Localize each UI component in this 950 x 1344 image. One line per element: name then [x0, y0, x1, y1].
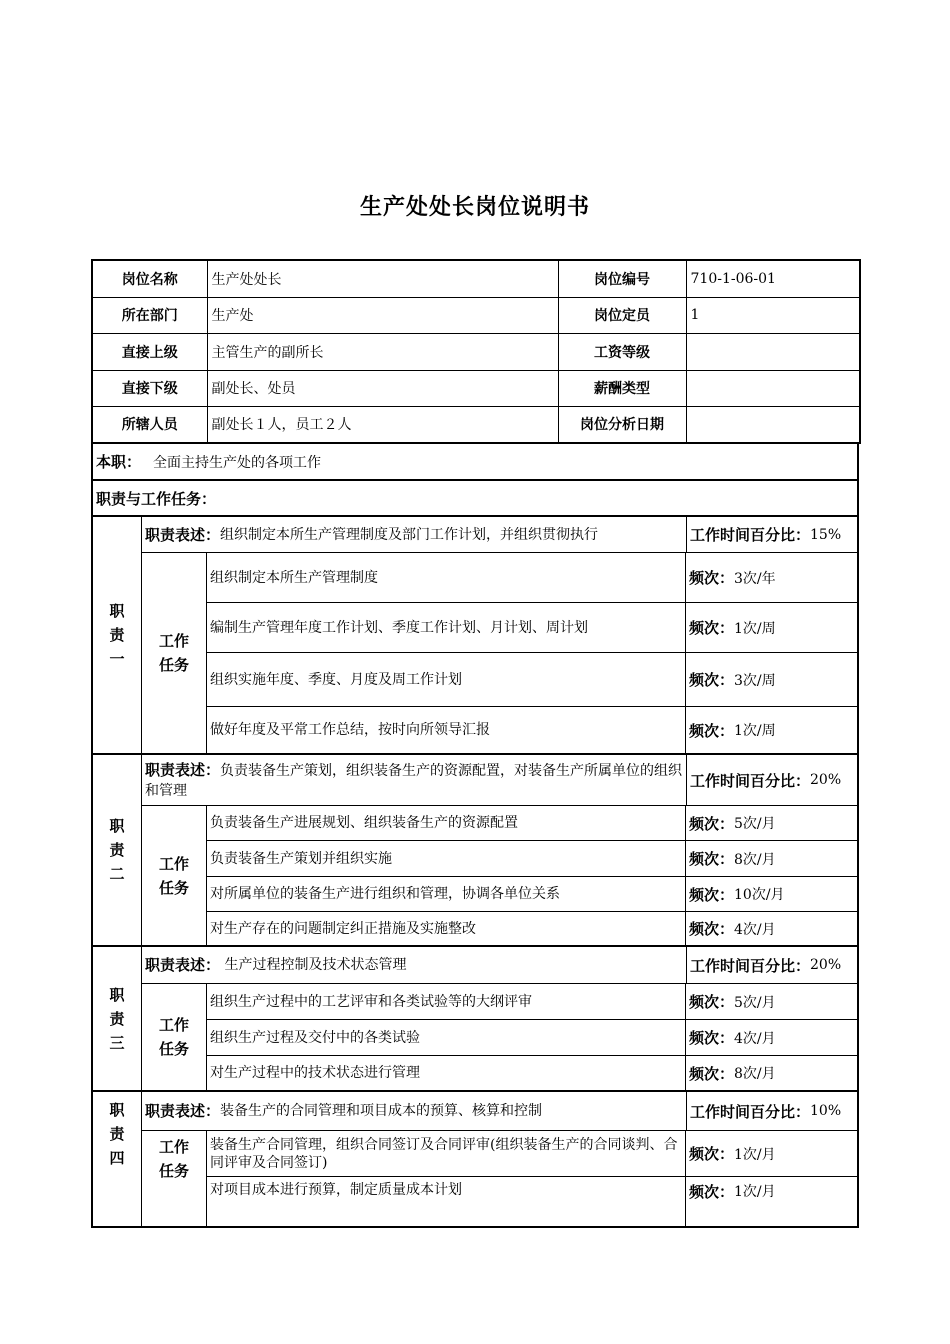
section-header [91, 481, 859, 517]
info-row [92, 297, 860, 333]
info-row [92, 333, 860, 370]
duty-label: 职责二 [93, 755, 142, 945]
duty-label: 职责三 [93, 947, 142, 1090]
label-direct-subordinate: 直接下级 [92, 370, 207, 406]
duty-description-row [142, 755, 857, 806]
duty-description-row [142, 517, 857, 553]
task-label: 工作任务 [142, 984, 207, 1090]
value-pay-type [686, 370, 860, 406]
duty-description: 职责表述： 生产过程控制及技术状态管理 [142, 947, 687, 983]
task-row [207, 707, 857, 753]
value-staff: 副处长１人，员工２人 [207, 406, 558, 443]
value-department: 生产处 [207, 297, 558, 333]
main-duty-label: 本职： [96, 453, 142, 471]
label-department: 所在部门 [92, 297, 207, 333]
task-text: 组织生产过程中的工艺评审和各类试验等的大纲评审 [207, 984, 686, 1019]
task-row [207, 553, 857, 603]
label-position-name: 岗位名称 [92, 260, 207, 297]
task-row [207, 653, 857, 707]
duty-description: 职责表述： 装备生产的合同管理和项目成本的预算、核算和控制 [142, 1092, 687, 1130]
task-frequency: 频次： 3次/周 [689, 671, 776, 689]
basic-info-table [91, 259, 861, 444]
task-block [142, 806, 857, 945]
label-staff: 所辖人员 [92, 406, 207, 443]
task-row [207, 603, 857, 653]
task-text: 对项目成本进行预算，制定质量成本计划 [207, 1177, 686, 1226]
task-frequency: 频次： 5次/月 [689, 814, 776, 833]
task-frequency: 频次： 5次/月 [689, 993, 776, 1011]
task-text: 对生产过程中的技术状态进行管理 [207, 1056, 686, 1090]
task-row [207, 1177, 857, 1226]
label-position-code: 岗位编号 [558, 260, 686, 297]
duty-block-4 [91, 1092, 859, 1228]
duty-description: 职责表述： 组织制定本所生产管理制度及部门工作计划，并组织贯彻执行 [142, 517, 687, 552]
value-direct-subordinate: 副处长、处员 [207, 370, 558, 406]
task-row [207, 1020, 857, 1056]
duty-label: 职责四 [93, 1092, 142, 1226]
info-row [92, 260, 860, 297]
task-frequency: 频次： 4次/月 [689, 1029, 776, 1047]
value-headcount: 1 [686, 297, 860, 333]
task-frequency: 频次： 8次/月 [689, 1064, 776, 1083]
job-description-form [91, 259, 859, 1228]
task-text: 对生产存在的问题制定纠正措施及实施整改 [207, 912, 686, 945]
task-text: 装备生产合同管理，组织合同签订及合同评审(组织装备生产的合同谈判、合同评审及合同签订) [207, 1131, 686, 1176]
task-frequency: 频次： 10次/月 [689, 885, 785, 904]
duty-block-3 [91, 947, 859, 1092]
task-row [207, 877, 857, 912]
time-percentage: 工作时间百分比： 10% [690, 1102, 842, 1121]
task-label: 工作任务 [142, 553, 207, 753]
task-row [207, 1056, 857, 1090]
task-text: 组织制定本所生产管理制度 [207, 553, 686, 602]
task-label: 工作任务 [142, 806, 207, 945]
duty-block-1 [91, 517, 859, 755]
info-row [92, 370, 860, 406]
task-row [207, 841, 857, 877]
main-duty-text: 全面主持生产处的各项工作 [153, 454, 322, 471]
task-row [207, 912, 857, 945]
task-text: 负责装备生产进展规划、组织装备生产的资源配置 [207, 806, 686, 840]
task-frequency: 频次： 1次/周 [689, 619, 776, 637]
task-row [207, 1131, 857, 1177]
label-headcount: 岗位定员 [558, 297, 686, 333]
section-title: 职责与工作任务： [96, 489, 217, 508]
task-frequency: 频次： 3次/年 [689, 569, 776, 587]
task-text: 做好年度及平常工作总结，按时向所领导汇报 [207, 707, 686, 753]
task-frequency: 频次： 8次/月 [689, 850, 776, 868]
value-analysis-date [686, 406, 860, 443]
task-row [207, 806, 857, 841]
time-percentage: 工作时间百分比： 20% [690, 956, 842, 975]
duty-description: 职责表述：负责装备生产策划，组织装备生产的资源配置，对装备生产所属单位的组织和管理 [142, 755, 687, 805]
task-frequency: 频次： 1次/月 [689, 1145, 776, 1163]
value-direct-superior: 主管生产的副所长 [207, 333, 558, 370]
task-text: 编制生产管理年度工作计划、季度工作计划、月计划、周计划 [207, 603, 686, 652]
duty-description-row [142, 947, 857, 984]
task-block [142, 984, 857, 1090]
main-duty-row [91, 444, 859, 481]
label-pay-type: 薪酬类型 [558, 370, 686, 406]
task-text: 组织实施年度、季度、月度及周工作计划 [207, 653, 686, 706]
task-text: 组织生产过程及交付中的各类试验 [207, 1020, 686, 1055]
time-percentage: 工作时间百分比： 20% [690, 771, 842, 790]
duty-label: 职责一 [93, 517, 142, 753]
task-label: 工作任务 [142, 1131, 207, 1226]
task-frequency: 频次： 4次/月 [689, 920, 776, 938]
value-salary-grade [686, 333, 860, 370]
duty-block-2 [91, 755, 859, 947]
task-row [207, 984, 857, 1020]
label-direct-superior: 直接上级 [92, 333, 207, 370]
value-position-name: 生产处处长 [207, 260, 558, 297]
task-text: 负责装备生产策划并组织实施 [207, 841, 686, 876]
info-row [92, 406, 860, 443]
label-salary-grade: 工资等级 [558, 333, 686, 370]
duty-description-row [142, 1092, 857, 1131]
task-frequency: 频次： 1次/月 [689, 1183, 776, 1201]
task-frequency: 频次： 1次/周 [689, 721, 776, 740]
task-block [142, 1131, 857, 1226]
label-analysis-date: 岗位分析日期 [558, 406, 686, 443]
task-text: 对所属单位的装备生产进行组织和管理，协调各单位关系 [207, 877, 686, 911]
time-percentage: 工作时间百分比： 15% [690, 526, 842, 544]
value-position-code: 710-1-06-01 [686, 260, 860, 297]
task-block [142, 553, 857, 753]
document-title: 生产处处长岗位说明书 [359, 195, 590, 220]
